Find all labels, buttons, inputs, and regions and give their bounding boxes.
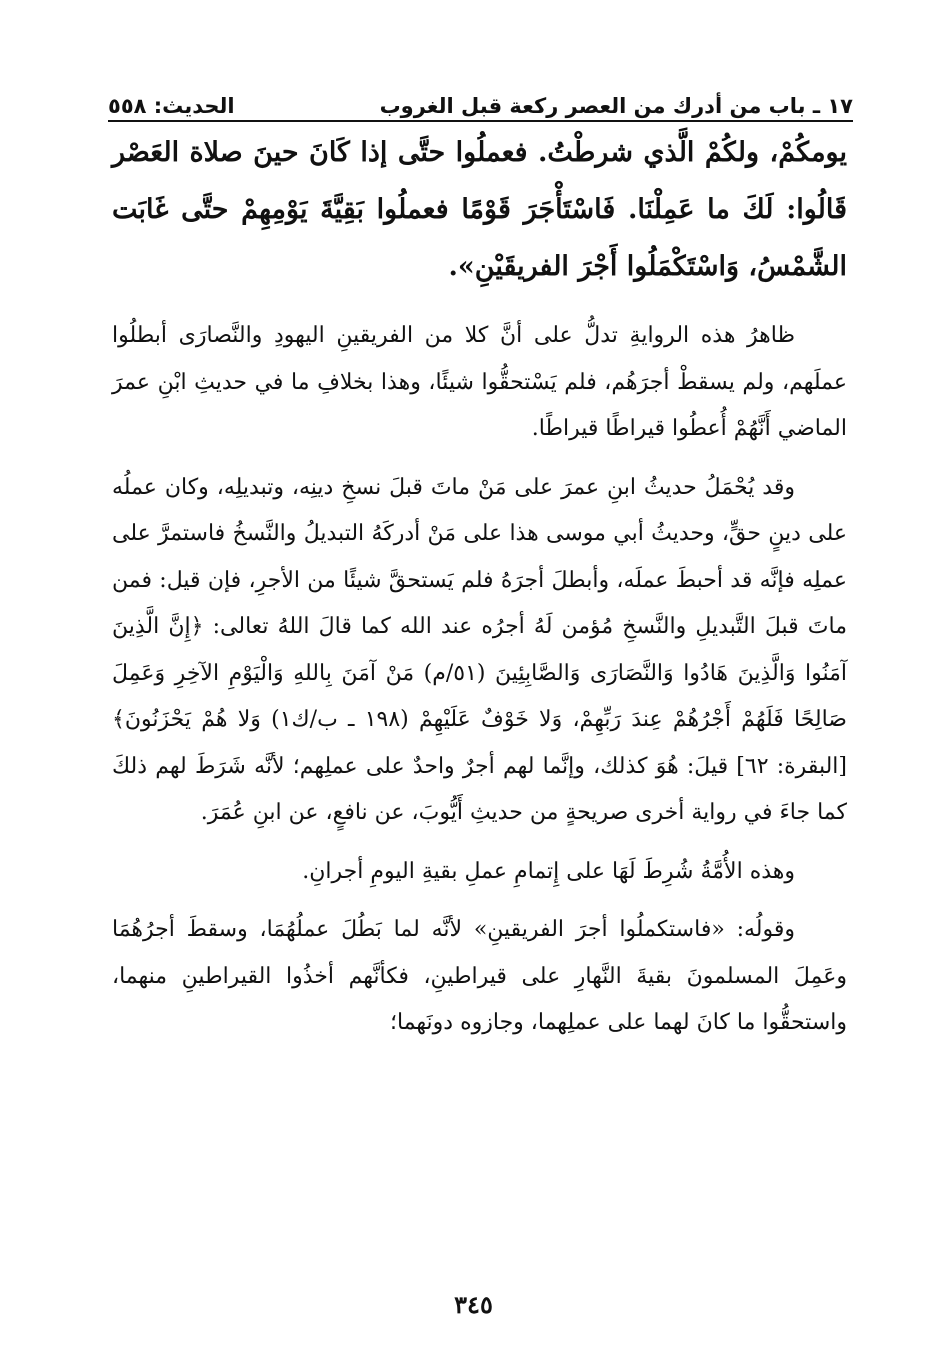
- running-header: [108, 78, 853, 118]
- commentary-paragraph-2: وقد يُحْمَلُ حديثُ ابنِ عمرَ على مَنْ ماتَ قبلَ نسخِ دينِه، وتبديلِه، وكان عملُه على دينٍ حقٍّ، وحديثُ أبي موسى هذا على مَنْ أدركَهُ التبديلُ والنَّسخُ فاستمرَّ على عملِه فإنَّه قد أحبطَ عملَه، وأبطلَ أجرَهُ فلم يَستحقَّ شيئًا من الأجرِ، فإن قيل: فمن ماتَ قبلَ التَّبديلِ والنَّسخِ مُؤمن لَهُ أجرُه عند الله كما قالَ اللهُ تعالى: ﴿إِنَّ الَّذِينَ آمَنُوا وَالَّذِينَ هَادُوا وَالنَّصَارَى وَالصَّابِئِينَ (٥١/م) مَنْ آمَنَ بِاللهِ وَالْيَوْمِ الآخِرِ وَعَمِلَ صَالِحًا فَلَهُمْ أَجْرُهُمْ عِندَ رَبِّهِمْ، وَلا خَوْفٌ عَلَيْهِمْ (١٩٨ ـ ب/ك١) وَلا هُمْ يَحْزَنُونَ﴾ [البقرة: ٦٢] قيلَ: هُوَ كذلك، وإنَّما لهم أجرٌ واحدٌ على عملِهم؛ لأنَّه شَرَطَ لهم ذلكَ كما جاءَ في رواية أخرى صريحةٍ من حديثِ أَيُّوبَ، عن نافعٍ، عن ابنِ عُمَرَ.: [112, 474, 847, 825]
- commentary-paragraph-3: وهذه الأُمَّةُ شُرِطَ لَهَا على إِتمامِ عملِ بقيةِ اليومِ أجرانِ.: [302, 858, 795, 884]
- hadith-text: يومكُمْ، ولكُمْ الَّذي شرطْتُ. فعملُوا حتَّى إذا كَانَ حينَ صلاة العَصْر قَالُوا: لَكَ ما عَمِلْنَا. فَاسْتَأْجَرَ قَوْمًا فعملُوا بَقِيَّةَ يَوْمِهِمْ حتَّى غَابَت الشَّمْسُ، وَاسْتَكْمَلُوا أَجْرَ الفريقَيْنِ».: [112, 137, 847, 282]
- page-number: ٣٤٥: [454, 1290, 493, 1319]
- page-body: [112, 124, 847, 1047]
- commentary-paragraph-1: ظاهرُ هذه الروايةِ تدلُّ على أنَّ كلا من الفريقينِ اليهودِ والنَّصارَى أبطلُوا عملَهم، ولم يسقطْ أجرَهُم، فلم يَسْتحقُّوا شيئًا، وهذا بخلافِ ما في حديثِ ابْنِ عمرَ الماضي أَنَّهُمْ أُعطُوا قيراطًا قيراطًا.: [112, 323, 847, 441]
- hadith-number: الحديث: ٥٥٨: [108, 94, 235, 118]
- commentary-paragraph-4: وقولُه: «فاستكملُوا أجرَ الفريقينِ» لأنَّه لما بَطُلَ عملُهُمَا، وسقطَ أجرُهُمَا وعَمِلَ المسلمونَ بقيةَ النَّهارِ على قيراطينِ، فكأنَّهم أخذُوا القيراطينِ منهما، واستحقُّوا ما كانَ لهما على عملِهما، وجازوه دونَهما؛: [112, 917, 847, 1035]
- header-divider: [108, 120, 853, 122]
- chapter-title: ١٧ ـ باب من أدرك من العصر ركعة قبل الغروب: [379, 94, 853, 118]
